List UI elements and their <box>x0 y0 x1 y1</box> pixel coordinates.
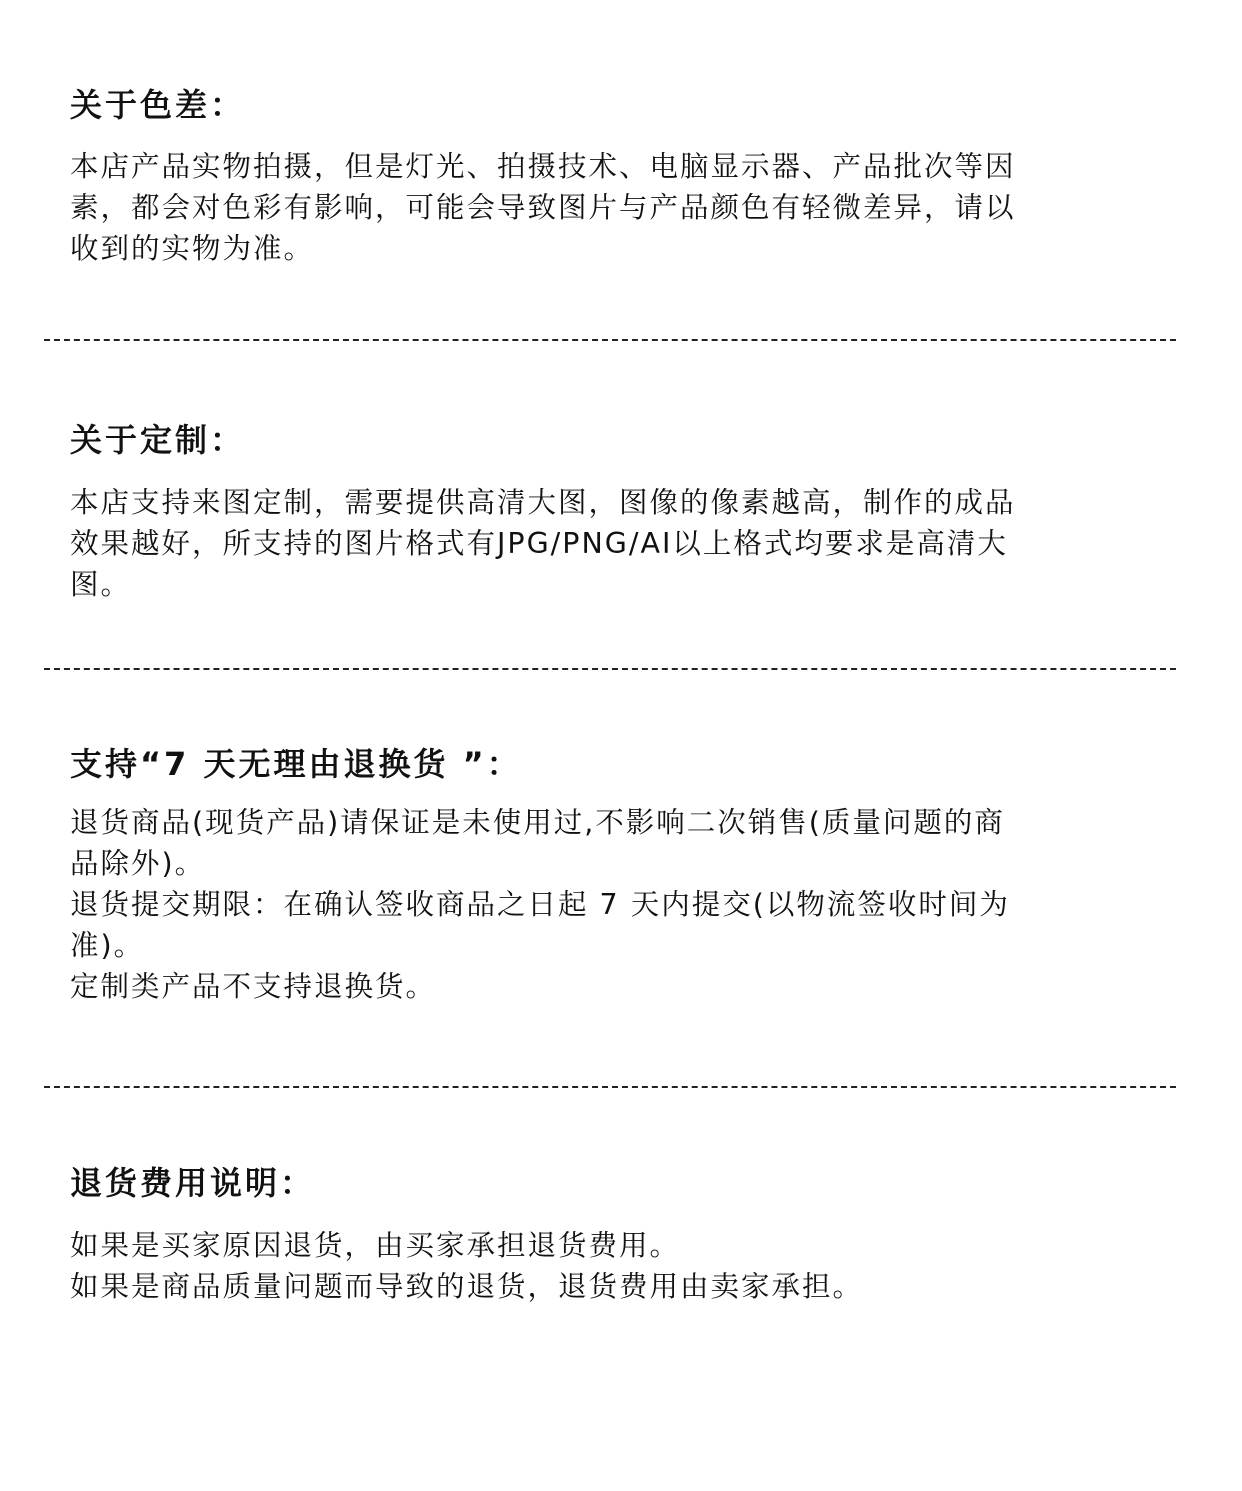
section-heading: 关于色差： <box>70 86 246 124</box>
body-line: 素，都会对色彩有影响，可能会导致图片与产品颜色有轻微差异，请以 <box>70 191 1016 224</box>
body-line: 图。 <box>70 568 132 601</box>
body-line: 本店产品实物拍摄，但是灯光、拍摄技术、电脑显示器、产品批次等因 <box>70 150 1016 183</box>
customization-section <box>70 420 1180 605</box>
return-policy-section <box>70 744 1180 1007</box>
body-line: 品除外)。 <box>70 847 206 880</box>
dashed-divider <box>44 339 1176 341</box>
section-heading: 关于定制： <box>70 421 246 459</box>
section-heading: 退货费用说明： <box>70 1164 316 1202</box>
body-line: 本店支持来图定制，需要提供高清大图，图像的像素越高，制作的成品 <box>70 486 1016 519</box>
return-fee-section <box>70 1163 1180 1307</box>
body-line: 收到的实物为准。 <box>70 232 315 265</box>
section-body <box>70 802 1180 1007</box>
body-line: 退货提交期限：在确认签收商品之日起 7 天内提交(以物流签收时间为 <box>70 888 1010 921</box>
section-heading: 支持“7 天无理由退换货 ”： <box>70 745 522 783</box>
body-line: 定制类产品不支持退换货。 <box>70 970 437 1003</box>
section-body <box>70 146 1180 269</box>
body-line: 准)。 <box>70 929 145 962</box>
dashed-divider <box>44 668 1176 670</box>
section-body <box>70 1225 1180 1307</box>
dashed-divider <box>44 1086 1176 1088</box>
color-difference-section <box>70 85 1180 269</box>
body-line: 如果是买家原因退货，由买家承担退货费用。 <box>70 1229 681 1262</box>
body-line: 退货商品(现货产品)请保证是未使用过,不影响二次销售(质量问题的商 <box>70 806 1005 839</box>
body-line: 效果越好，所支持的图片格式有JPG/PNG/AI以上格式均要求是高清大 <box>70 527 1008 560</box>
body-line: 如果是商品质量问题而导致的退货，退货费用由卖家承担。 <box>70 1270 864 1303</box>
section-body <box>70 482 1180 605</box>
